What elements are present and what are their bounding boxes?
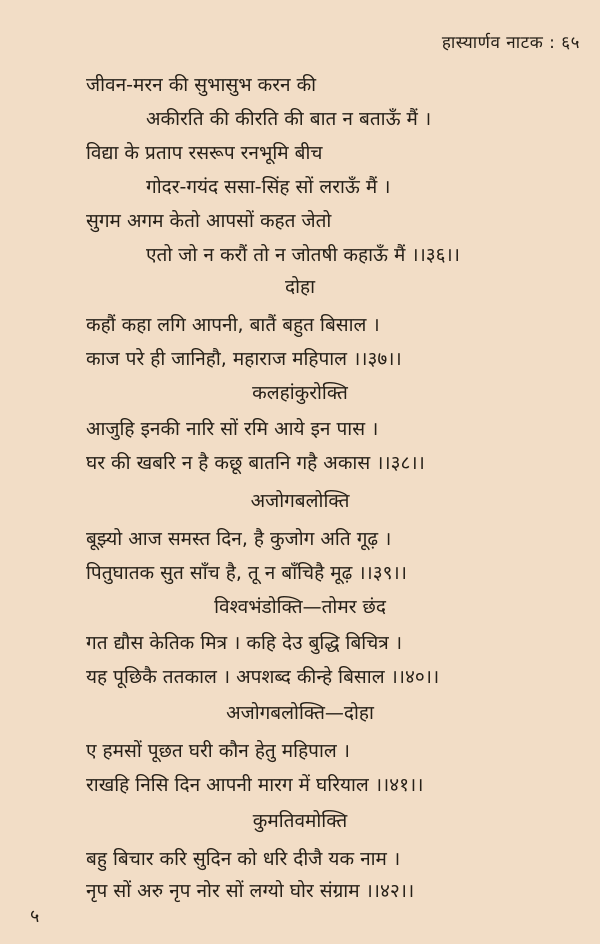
verse-line: कहौं कहा लगि आपनी, बातैं बहुत बिसाल । [86, 314, 380, 336]
running-header: हास्यार्णव नाटक : ६५ [441, 33, 580, 53]
verse-line: पितुघातक सुत साँच है, तू न बाँचिहै मूढ़ ।।३९।। [86, 562, 407, 584]
verse-line: आजुहि इनकी नारि सों रमि आये इन पास । [86, 418, 379, 440]
verse-line: राखहि निसि दिन आपनी मारग में घरियाल ।।४१।। [86, 774, 424, 796]
verse-line: अकीरति की कीरति की बात न बताऊँ मैं । [146, 108, 432, 130]
section-heading: विश्वभंडोक्ति—तोमर छंद [214, 596, 386, 618]
section-heading: दोहा [284, 276, 316, 298]
verse-line: गत द्यौस केतिक मित्र । कहि देउ बुद्धि बिचित्र । [86, 632, 403, 654]
verse-line: बूझ्यो आज समस्त दिन, है कुजोग अति गूढ़ । [86, 528, 392, 550]
section-heading: अजोगबलोक्ति [250, 490, 350, 512]
verse-line: बहु बिचार करि सुदिन को धरि दीजै यक नाम । [86, 848, 401, 870]
verse-line: गोदर-गयंद ससा-सिंह सों लराऊँ मैं । [146, 176, 391, 198]
verse-line: सुगम अगम केतो आपसों कहत जेतो [86, 210, 332, 232]
verse-line: घर की खबरि न है कछू बातनि गहै अकास ।।३८।। [86, 452, 425, 474]
page-folio: ५ [30, 906, 40, 927]
section-heading: अजोगबलोक्ति—दोहा [226, 702, 374, 724]
verse-line: यह पूछिकै ततकाल । अपशब्द कीन्हे बिसाल ।।४०।। [86, 666, 440, 688]
verse-line: काज परे ही जानिहौ, महाराज महिपाल ।।३७।। [86, 348, 402, 370]
verse-line: ए हमसों पूछत घरी कौन हेतु महिपाल । [86, 740, 351, 762]
verse-line: एतो जो न करौं तो न जोतषी कहाऊँ मैं ।।३६।। [146, 244, 460, 266]
section-heading: कलहांकुरोक्ति [252, 382, 348, 404]
verse-line: नृप सों अरु नृप नोर सों लग्यो घोर संग्राम ।।४२।। [86, 880, 415, 902]
section-heading: कुमतिवमोक्ति [252, 810, 348, 832]
verse-line: विद्या के प्रताप रसरूप रनभूमि बीच [86, 142, 323, 164]
verse-line: जीवन-मरन की सुभासुभ करन की [86, 74, 317, 96]
